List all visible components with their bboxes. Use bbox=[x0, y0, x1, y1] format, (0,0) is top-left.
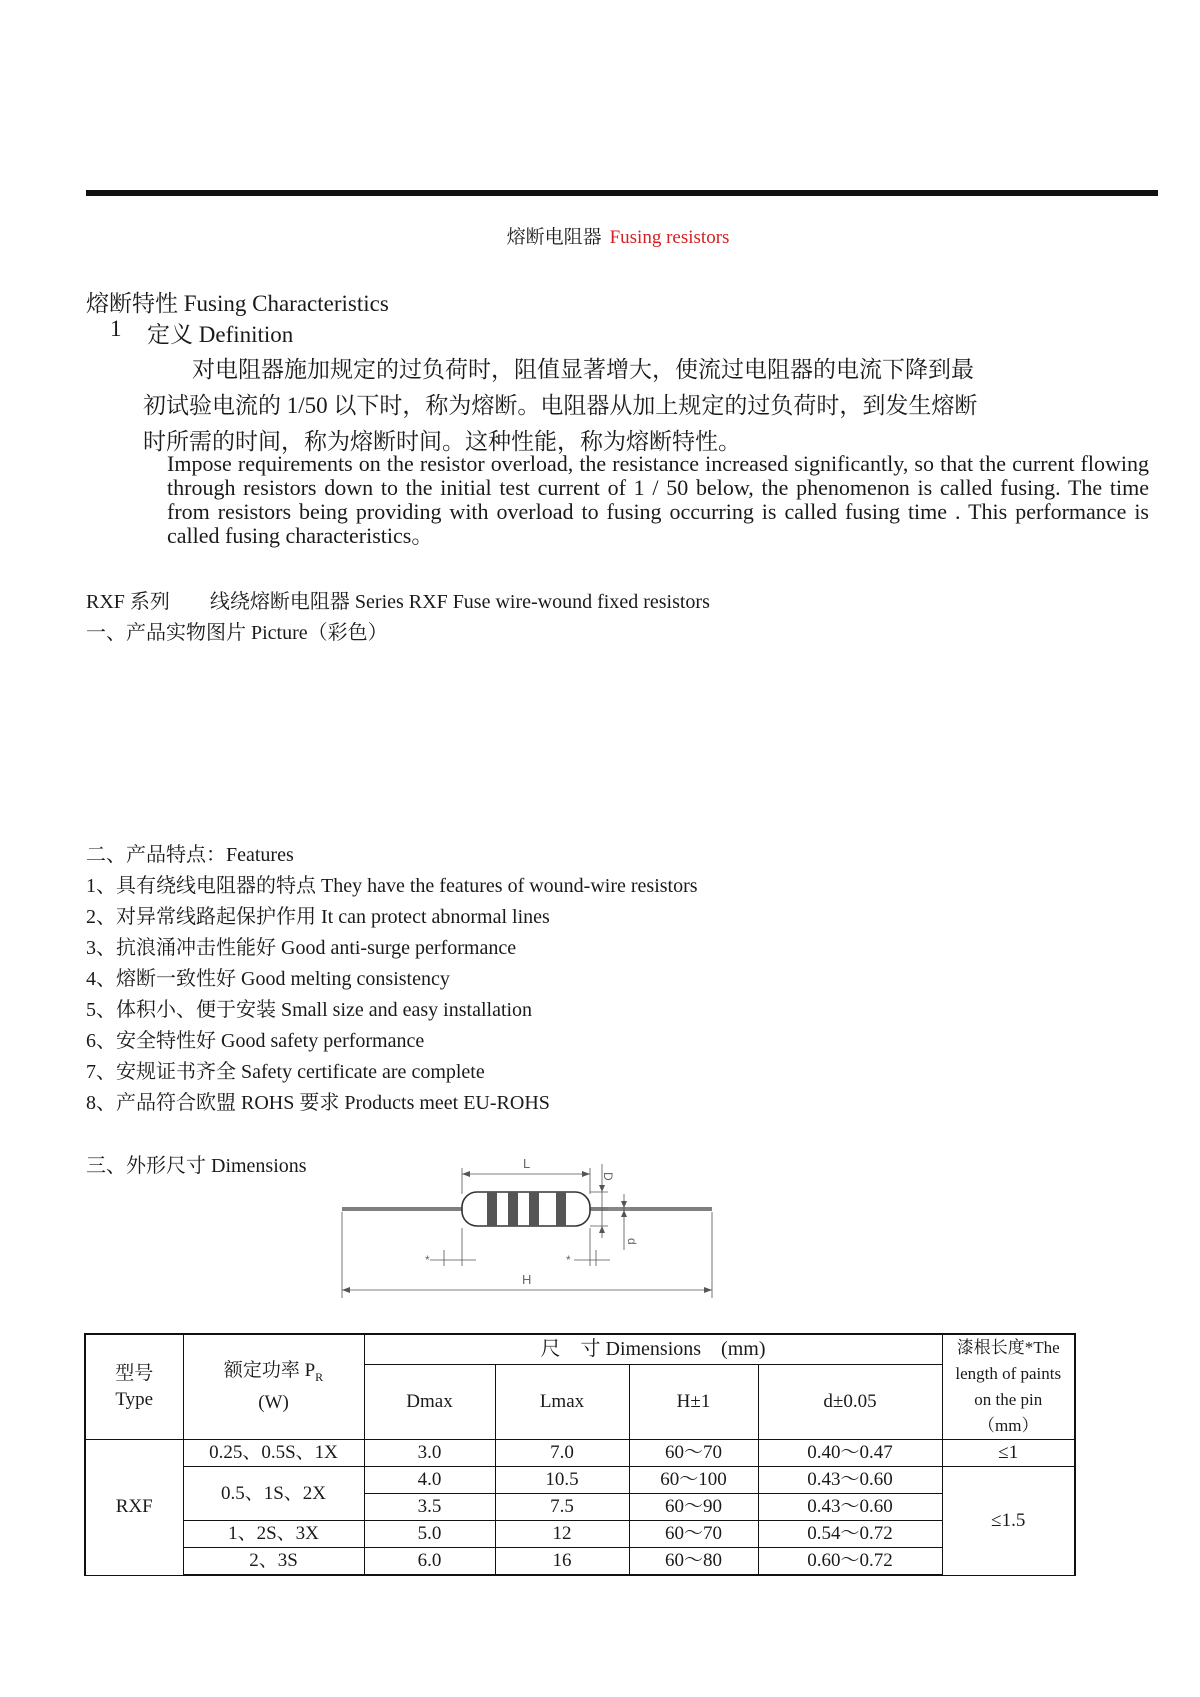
dmax-cell: 5.0 bbox=[364, 1521, 495, 1548]
header-power: 额定功率 $P_R$ (W) bbox=[183, 1334, 364, 1440]
feature-item: 3、抗浪涌冲击性能好 Good anti-surge performance bbox=[86, 937, 517, 959]
dmax-cell: 3.5 bbox=[364, 1494, 495, 1521]
definition-zh-line2: 初试验电流的 1/50 以下时，称为熔断。电阻器从加上规定的过负荷时，到发生熔断 bbox=[143, 393, 978, 418]
title-zh: 熔断电阻器 bbox=[506, 227, 602, 248]
dimensions-table bbox=[84, 1333, 1076, 1576]
h-cell: 60～100 bbox=[629, 1467, 758, 1494]
lmax-cell: 7.5 bbox=[495, 1494, 629, 1521]
series-line: RXF 系列 线绕熔断电阻器 Series RXF Fuse wire-wound fixed resistors bbox=[86, 591, 710, 613]
label-star-right: * bbox=[566, 1253, 571, 1267]
table-row bbox=[85, 1521, 1075, 1548]
definition-title: 定义 Definition bbox=[147, 322, 294, 347]
top-rule bbox=[86, 190, 1158, 196]
feature-item: 5、体积小、便于安装 Small size and easy installation bbox=[86, 999, 533, 1021]
h-cell: 60～90 bbox=[629, 1494, 758, 1521]
table-row bbox=[85, 1440, 1075, 1467]
label-d: d bbox=[625, 1238, 639, 1245]
feature-item: 1、具有绕线电阻器的特点 They have the features of wound-wire resistors bbox=[86, 875, 698, 897]
resistor-body bbox=[462, 1192, 590, 1226]
label-L: L bbox=[523, 1156, 531, 1171]
label-star-left: * bbox=[425, 1253, 430, 1267]
d-cell: 0.54～0.72 bbox=[758, 1521, 942, 1548]
d-cell: 0.43～0.60 bbox=[758, 1494, 942, 1521]
definition-number: 1 bbox=[110, 316, 122, 341]
lmax-cell: 16 bbox=[495, 1548, 629, 1576]
lmax-cell: 7.0 bbox=[495, 1440, 629, 1467]
header-h: H±1 bbox=[629, 1364, 758, 1439]
type-cell: RXF bbox=[85, 1440, 183, 1576]
d-cell: 0.40～0.47 bbox=[758, 1440, 942, 1467]
lmax-cell: 10.5 bbox=[495, 1467, 629, 1494]
table-row bbox=[85, 1548, 1075, 1576]
feature-item: 4、熔断一致性好 Good melting consistency bbox=[86, 968, 450, 990]
definition-zh-line1: 对电阻器施加规定的过负荷时，阻值显著增大，使流过电阻器的电流下降到最 bbox=[192, 357, 974, 382]
color-band bbox=[556, 1192, 566, 1226]
power-cell: 2、3S bbox=[183, 1548, 364, 1576]
color-band bbox=[529, 1192, 539, 1226]
table-header-row bbox=[85, 1334, 1075, 1364]
header-lmax: Lmax bbox=[495, 1364, 629, 1439]
color-band bbox=[487, 1192, 497, 1226]
feature-item: 8、产品符合欧盟 ROHS 要求 Products meet EU-ROHS bbox=[86, 1092, 550, 1114]
d-cell: 0.60～0.72 bbox=[758, 1548, 942, 1576]
title-en: Fusing resistors bbox=[609, 227, 730, 248]
definition-en-paragraph: Impose requirements on the resistor overload, the resistance increased significantly, so that the current flowing through resistors down to the initial test current of 1 / 50 below, the phenomenon is called fusing. The time from resistors being providing with overload to fusing occurring is called fusing time . This performance is called fusing characteristics。 bbox=[167, 451, 1149, 548]
paint-cell: ≤1.5 bbox=[942, 1467, 1075, 1576]
table-row bbox=[85, 1467, 1075, 1494]
feature-item: 6、安全特性好 Good safety performance bbox=[86, 1030, 425, 1052]
features-heading: 二、产品特点：Features bbox=[86, 844, 294, 866]
header-paint-length: 漆根长度*The length of paints on the pin （mm） bbox=[942, 1334, 1075, 1440]
label-D: D bbox=[601, 1172, 615, 1181]
header-dimensions: 尺 寸 Dimensions (mm) bbox=[364, 1334, 942, 1364]
page-title bbox=[0, 222, 1200, 249]
power-cell: 1、2S、3X bbox=[183, 1521, 364, 1548]
feature-item: 2、对异常线路起保护作用 It can protect abnormal lines bbox=[86, 906, 550, 928]
header-d: d±0.05 bbox=[758, 1364, 942, 1439]
lmax-cell: 12 bbox=[495, 1521, 629, 1548]
h-cell: 60～80 bbox=[629, 1548, 758, 1576]
dmax-cell: 4.0 bbox=[364, 1467, 495, 1494]
header-dmax: Dmax bbox=[364, 1364, 495, 1439]
dmax-cell: 3.0 bbox=[364, 1440, 495, 1467]
feature-item: 7、安规证书齐全 Safety certificate are complete bbox=[86, 1061, 485, 1083]
fusing-heading: 熔断特性 Fusing Characteristics bbox=[86, 291, 389, 316]
paint-cell: ≤1 bbox=[942, 1440, 1075, 1467]
color-band bbox=[508, 1192, 518, 1226]
power-cell: 0.5、1S、2X bbox=[183, 1467, 364, 1521]
picture-heading: 一、产品实物图片 Picture（彩色） bbox=[86, 622, 388, 644]
h-cell: 60～70 bbox=[629, 1440, 758, 1467]
resistor-dimension-diagram bbox=[340, 1150, 720, 1310]
d-cell: 0.43～0.60 bbox=[758, 1467, 942, 1494]
dimensions-heading: 三、外形尺寸 Dimensions bbox=[86, 1155, 307, 1177]
power-cell: 0.25、0.5S、1X bbox=[183, 1440, 364, 1467]
header-type: 型号 Type bbox=[85, 1334, 183, 1440]
h-cell: 60～70 bbox=[629, 1521, 758, 1548]
dmax-cell: 6.0 bbox=[364, 1548, 495, 1576]
definition-zh-line3: 时所需的时间，称为熔断时间。这种性能，称为熔断特性。 bbox=[143, 429, 741, 454]
label-H: H bbox=[522, 1272, 532, 1287]
